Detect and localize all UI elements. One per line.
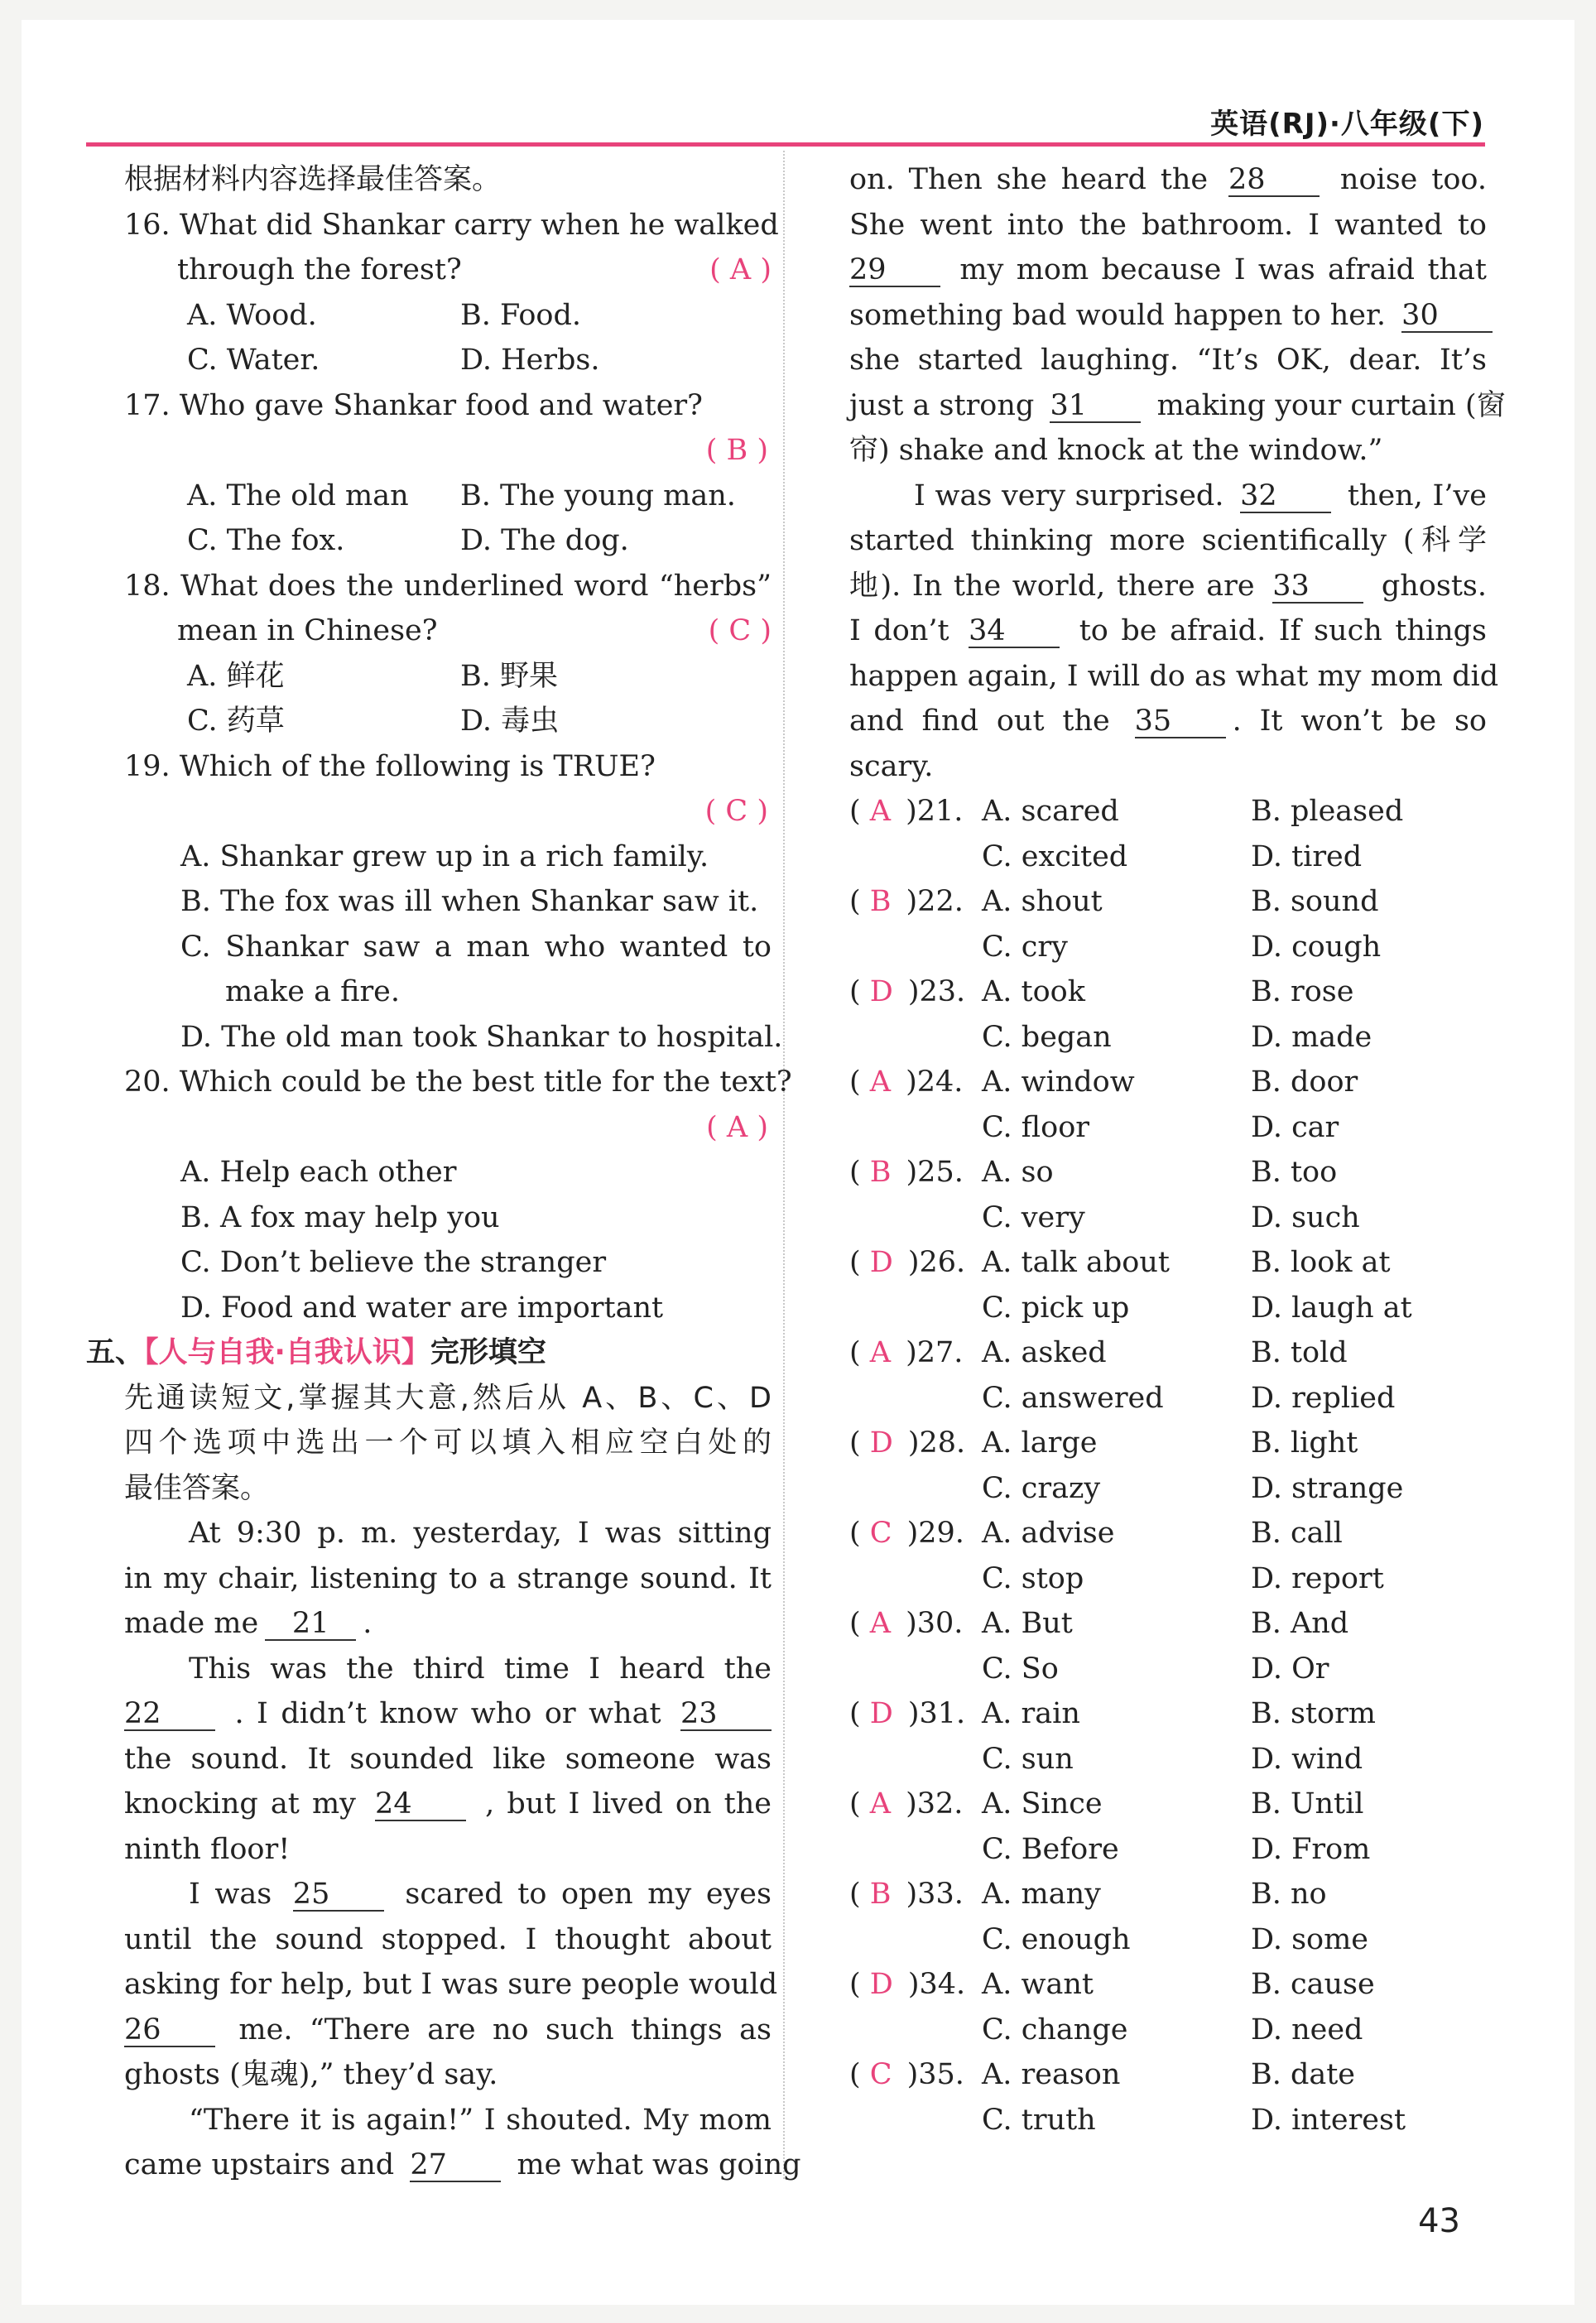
option-a: A. rain (982, 1697, 1080, 1730)
option: D. The dog. (460, 524, 629, 557)
spacer (849, 1556, 982, 1602)
text: , but I lived on the (485, 1787, 772, 1820)
blank-23: 23 (680, 1698, 772, 1731)
option-a: A. window (982, 1065, 1135, 1099)
option-d: D. Or (1251, 1652, 1329, 1686)
section-instruction: 最佳答案。 (124, 1471, 270, 1505)
passage-line: “There it is again!” I shouted. My mom (189, 2103, 772, 2137)
options-16 (124, 293, 772, 383)
passage-line: This was the third time I heard the (189, 1652, 772, 1686)
passage-line: happen again, I will do as what my mom did (849, 659, 1499, 693)
spacer (849, 1466, 982, 1512)
section-title (86, 1330, 772, 1376)
passage-line: until the sound stopped. I thought about (124, 1922, 772, 1956)
option-a: A. want (982, 1968, 1094, 2001)
text: made me (124, 1607, 259, 1640)
passage-line (124, 1691, 772, 1737)
text: just a strong (849, 388, 1035, 422)
passage-line: 帘) shake and knock at the window.” (849, 434, 1383, 467)
paren-open: ( (849, 795, 870, 828)
answer-paren (849, 879, 982, 925)
text: scared to open my eyes (405, 1878, 772, 1911)
chosen-answer: A (869, 1065, 892, 1099)
blank-34: 34 (969, 615, 1060, 648)
option-a: A. large (982, 1426, 1098, 1460)
answer-row-cont (849, 1376, 1487, 1421)
option-b: B. cause (1251, 1968, 1375, 2001)
answer-paren (849, 1240, 982, 1286)
option-d: D. From (1251, 1832, 1371, 1866)
answer-row (849, 1782, 1487, 1827)
answer-paren (849, 1421, 982, 1466)
option: A. Help each other (180, 1156, 457, 1189)
text: I was (189, 1878, 272, 1911)
passage-line (849, 564, 1487, 609)
chosen-answer: D (869, 975, 893, 1008)
option: A. Shankar grew up in a rich family. (180, 839, 709, 873)
paren-open: ( (849, 1787, 870, 1820)
option-c: C. Before (982, 1832, 1119, 1866)
blank-21: 21 (265, 1608, 356, 1641)
option-c: C. truth (982, 2103, 1096, 2137)
passage-line: At 9:30 p. m. yesterday, I was sitting (189, 1517, 772, 1550)
option: A. Wood. (187, 298, 317, 332)
spacer (849, 1105, 982, 1151)
passage-line: scary. (849, 749, 934, 783)
paren-open: ( (849, 1065, 870, 1099)
option: B. The young man. (460, 479, 736, 512)
option: C. The fox. (187, 524, 345, 557)
option: D. The old man took Shankar to hospital. (180, 1020, 783, 1054)
answer-row-cont (849, 1105, 1487, 1151)
paren-close: )33. (906, 1878, 964, 1911)
answer-row-cont (849, 2008, 1487, 2053)
paren-close: )27. (906, 1336, 964, 1369)
blank-33: 33 (1272, 570, 1363, 604)
answer-row (849, 1601, 1487, 1647)
section-name: 完形填空 (430, 1336, 546, 1369)
chosen-answer: A (869, 1336, 892, 1369)
paren-open: ( (849, 2058, 870, 2091)
header-rule (86, 142, 1485, 147)
option-b: B. date (1251, 2058, 1356, 2091)
option: C. Shankar saw a man who wanted to (180, 930, 772, 964)
paren-open: ( (849, 1697, 870, 1730)
chosen-answer: B (869, 1156, 892, 1189)
option: A. 鲜花 (187, 659, 285, 693)
answer-row (849, 1872, 1487, 1917)
option: C. Don’t believe the stranger (180, 1246, 607, 1279)
option-d: D. such (1251, 1200, 1360, 1234)
chosen-answer: D (869, 1426, 893, 1460)
answer-row (849, 1240, 1487, 1286)
option-cont: make a fire. (225, 975, 401, 1008)
paren-open: ( (849, 1426, 870, 1460)
answer-row (849, 1962, 1487, 2008)
passage-line: She went into the bathroom. I wanted to (849, 208, 1487, 242)
option-c: C. sun (982, 1742, 1074, 1776)
option-c: C. change (982, 2013, 1128, 2046)
option-d: D. tired (1251, 839, 1363, 873)
option-c: C. stop (982, 1561, 1084, 1595)
answer-paren (849, 1872, 982, 1917)
answer-row (849, 1060, 1487, 1105)
answer-paren (849, 1601, 982, 1647)
paren-open: ( (849, 1517, 870, 1550)
section-number: 五、 (86, 1336, 145, 1369)
option-b: B. pleased (1251, 795, 1404, 828)
answer-17: ( B ) (705, 434, 768, 467)
option-b: B. light (1251, 1426, 1358, 1460)
paren-open: ( (849, 885, 870, 918)
text: me what was going (517, 2148, 801, 2181)
option: D. Food and water are important (180, 1291, 664, 1325)
spacer (849, 1647, 982, 1692)
options-18 (124, 654, 772, 744)
answer-18: ( C ) (708, 614, 772, 647)
option-a: A. so (982, 1156, 1054, 1189)
answer-row (849, 1421, 1487, 1466)
option: D. Herbs. (460, 344, 600, 377)
spacer (849, 2098, 982, 2143)
spacer (849, 834, 982, 880)
blank-30: 30 (1401, 300, 1493, 333)
answer-row (849, 879, 1487, 925)
paren-close: )31. (907, 1697, 966, 1730)
answer-paren (849, 789, 982, 834)
option-d: D. report (1251, 1561, 1384, 1595)
text: and find out the (849, 705, 1110, 738)
instruction: 根据材料内容选择最佳答案。 (124, 163, 502, 196)
answer-paren (849, 1511, 982, 1556)
chosen-answer: B (869, 1878, 892, 1911)
answer-paren (849, 1782, 982, 1827)
paren-close: )26. (907, 1246, 966, 1279)
text: . (363, 1607, 373, 1640)
question-16-cont (124, 248, 772, 293)
question-18-cont (124, 608, 772, 654)
question-text: mean in Chinese? (177, 614, 438, 647)
answer-row-cont (849, 1015, 1487, 1060)
option: B. Food. (460, 298, 582, 332)
option-d: D. wind (1251, 1742, 1363, 1776)
passage-line (124, 1782, 772, 1827)
answer-paren (849, 2052, 982, 2098)
question-text: through the forest? (177, 253, 462, 286)
answer-row (849, 969, 1487, 1015)
paren-open: ( (849, 1878, 870, 1911)
paren-close: )35. (906, 2058, 964, 2091)
answer-row-cont (849, 1827, 1487, 1873)
option-c: C. began (982, 1020, 1112, 1054)
question-16: 16. What did Shankar carry when he walked (124, 208, 779, 242)
option: D. 毒虫 (460, 705, 560, 738)
text: something bad would happen to her. (849, 298, 1387, 332)
paren-open: ( (849, 1968, 870, 2001)
option-c: C. excited (982, 839, 1128, 873)
option: A. The old man (187, 479, 409, 512)
text: ghosts. (1381, 569, 1487, 603)
answer-row-cont (849, 925, 1487, 970)
chosen-answer: A (869, 1787, 892, 1820)
option-a: A. took (982, 975, 1085, 1008)
options-17 (124, 474, 772, 564)
paren-close: )23. (907, 975, 966, 1008)
option-b: B. storm (1251, 1697, 1376, 1730)
option-b: B. told (1251, 1336, 1348, 1369)
paren-close: )21. (906, 795, 964, 828)
text: me. “There are no such things as (238, 2013, 772, 2046)
answer-row-cont (849, 1917, 1487, 1963)
answer-row-cont (849, 1286, 1487, 1331)
option-a: A. scared (982, 795, 1119, 828)
left-column (86, 157, 801, 2188)
spacer (849, 1917, 982, 1963)
right-column (849, 157, 1506, 2143)
option-a: A. many (982, 1878, 1101, 1911)
blank-27: 27 (410, 2149, 501, 2182)
paren-close: )32. (906, 1787, 964, 1820)
option-b: B. And (1251, 1607, 1349, 1640)
option-a: A. reason (982, 2058, 1121, 2091)
text: 地). In the world, there are (849, 569, 1255, 603)
answer-row (849, 1150, 1487, 1195)
passage-line: she started laughing. “It’s OK, dear. It’s (849, 344, 1487, 377)
text: on. Then she heard the (849, 163, 1209, 196)
option-d: D. replied (1251, 1381, 1396, 1415)
text: . I didn’t know who or what (234, 1697, 661, 1730)
answer-row-cont (849, 1466, 1487, 1512)
option-b: B. look at (1251, 1246, 1391, 1279)
option-a: A. asked (982, 1336, 1107, 1369)
answer-row-cont (849, 1195, 1487, 1241)
passage-line (124, 2008, 772, 2053)
paren-close: )29. (906, 1517, 964, 1550)
option-b: B. Until (1251, 1787, 1364, 1820)
section-instruction: 先通读短文,掌握其大意,然后从 A、B、C、D (124, 1381, 772, 1415)
option-a: A. shout (982, 885, 1103, 918)
passage-line: ninth floor! (124, 1832, 291, 1866)
option: B. 野果 (460, 659, 558, 693)
paren-close: )25. (906, 1156, 964, 1189)
option-b: B. no (1251, 1878, 1327, 1911)
answer-paren (849, 1330, 982, 1376)
chosen-answer: A (869, 1607, 892, 1640)
answer-paren (849, 1962, 982, 2008)
spacer (849, 1015, 982, 1060)
text: noise too. (1339, 163, 1487, 196)
paren-open: ( (849, 1336, 870, 1369)
passage-line (124, 1601, 772, 1647)
chosen-answer: D (869, 1246, 893, 1279)
option-b: B. door (1251, 1065, 1358, 1099)
answer-row (849, 1330, 1487, 1376)
blank-31: 31 (1050, 390, 1141, 423)
column-divider (783, 151, 785, 2179)
option: C. Water. (187, 344, 320, 377)
passage-line (849, 608, 1487, 654)
answer-row (849, 1511, 1487, 1556)
option-d: D. car (1251, 1110, 1339, 1144)
option-d: D. laugh at (1251, 1291, 1412, 1325)
option-a: A. talk about (982, 1246, 1170, 1279)
text: I was very surprised. (914, 479, 1224, 512)
question-18: 18. What does the underlined word “herbs” (124, 569, 772, 603)
passage-line (849, 699, 1487, 744)
option-d: D. strange (1251, 1471, 1404, 1505)
chosen-answer: A (869, 795, 892, 828)
option-c: C. pick up (982, 1291, 1130, 1325)
section-tag: 【人与自我·自我认识】 (144, 1336, 430, 1369)
blank-25: 25 (293, 1878, 384, 1912)
passage-line (849, 474, 1487, 519)
option-c: C. So (982, 1652, 1059, 1686)
option-d: D. need (1251, 2013, 1363, 2046)
passage-line (124, 2143, 801, 2188)
chosen-answer: C (869, 1517, 892, 1550)
passage-line (849, 157, 1487, 203)
text: . It won’t be so (1232, 705, 1487, 738)
answer-20: ( A ) (706, 1110, 768, 1144)
paren-open: ( (849, 1156, 870, 1189)
spacer (849, 1376, 982, 1421)
option-c: C. cry (982, 930, 1068, 964)
option-a: A. Since (982, 1787, 1103, 1820)
text: I don’t (849, 614, 949, 647)
text: knocking at my (124, 1787, 356, 1820)
answer-row (849, 2052, 1487, 2098)
spacer (849, 925, 982, 970)
option: B. A fox may help you (180, 1200, 500, 1234)
answer-paren (849, 1691, 982, 1737)
blank-22: 22 (124, 1698, 215, 1731)
paren-open: ( (849, 975, 870, 1008)
question-20: 20. Which could be the best title for the text? (124, 1065, 792, 1099)
answer-paren (849, 1150, 982, 1195)
passage-line: in my chair, listening to a strange sound. It (124, 1561, 772, 1595)
page-number: 43 (1418, 2202, 1460, 2240)
answer-row-cont (849, 834, 1487, 880)
answer-16: ( A ) (709, 253, 772, 286)
answer-row-cont (849, 1737, 1487, 1782)
blank-35: 35 (1135, 705, 1226, 738)
option-c: C. crazy (982, 1471, 1101, 1505)
option-c: C. very (982, 1200, 1085, 1234)
passage-line (849, 383, 1506, 429)
passage-line (849, 248, 1487, 293)
option-b: B. call (1251, 1517, 1343, 1550)
blank-24: 24 (375, 1788, 466, 1821)
blank-29: 29 (849, 254, 940, 287)
spacer (849, 1737, 982, 1782)
chosen-answer: C (869, 2058, 892, 2091)
answer-paren (849, 969, 982, 1015)
option-a: A. advise (982, 1517, 1115, 1550)
section-instruction: 四个选项中选出一个可以填入相应空白处的 (124, 1426, 772, 1460)
question-19: 19. Which of the following is TRUE? (124, 749, 656, 783)
passage-line (124, 1872, 772, 1917)
answer-row (849, 789, 1487, 834)
blank-32: 32 (1240, 480, 1331, 513)
option-c: C. answered (982, 1381, 1164, 1415)
option-d: D. cough (1251, 930, 1382, 964)
paren-close: )24. (906, 1065, 964, 1099)
spacer (849, 1195, 982, 1241)
page-header: 英语(RJ)·八年级(下) (1210, 108, 1484, 141)
text: my mom because I was afraid that (959, 253, 1487, 286)
passage-line (849, 293, 1487, 339)
passage-line: started thinking more scientifically (科学 (849, 524, 1487, 557)
passage-line: the sound. It sounded like someone was (124, 1742, 772, 1776)
option-d: D. some (1251, 1922, 1368, 1956)
text: then, I’ve (1347, 479, 1487, 512)
option-c: C. enough (982, 1922, 1131, 1956)
option: B. The fox was ill when Shankar saw it. (180, 885, 759, 918)
question-17: 17. Who gave Shankar food and water? (124, 388, 703, 422)
paren-close: )28. (907, 1426, 966, 1460)
option-d: D. interest (1251, 2103, 1406, 2137)
option: C. 药草 (187, 705, 285, 738)
option-b: B. rose (1251, 975, 1354, 1008)
passage-line: asking for help, but I was sure people would (124, 1968, 778, 2001)
answer-19: ( C ) (704, 795, 768, 828)
option-b: B. too (1251, 1156, 1338, 1189)
option-a: A. But (982, 1607, 1073, 1640)
spacer (849, 1827, 982, 1873)
answer-paren (849, 1060, 982, 1105)
option-c: C. floor (982, 1110, 1090, 1144)
answer-row-cont (849, 1647, 1487, 1692)
answer-list (849, 789, 1487, 2143)
spacer (849, 1286, 982, 1331)
paren-close: )22. (906, 885, 964, 918)
paren-close: )34. (907, 1968, 966, 2001)
chosen-answer: B (869, 885, 892, 918)
blank-26: 26 (124, 2014, 215, 2047)
blank-28: 28 (1228, 164, 1320, 197)
text: making your curtain (窗 (1156, 388, 1506, 422)
answer-row-cont (849, 1556, 1487, 1602)
answer-row-cont (849, 2098, 1487, 2143)
paren-open: ( (849, 1607, 870, 1640)
chosen-answer: D (869, 1968, 893, 2001)
answer-row (849, 1691, 1487, 1737)
text: came upstairs and (124, 2148, 395, 2181)
spacer (849, 2008, 982, 2053)
option-d: D. made (1251, 1020, 1372, 1054)
passage-line: ghosts (鬼魂),” they’d say. (124, 2058, 498, 2091)
paren-open: ( (849, 1246, 870, 1279)
chosen-answer: D (869, 1697, 893, 1730)
paren-close: )30. (906, 1607, 964, 1640)
text: to be afraid. If such things (1079, 614, 1487, 647)
option-b: B. sound (1251, 885, 1379, 918)
